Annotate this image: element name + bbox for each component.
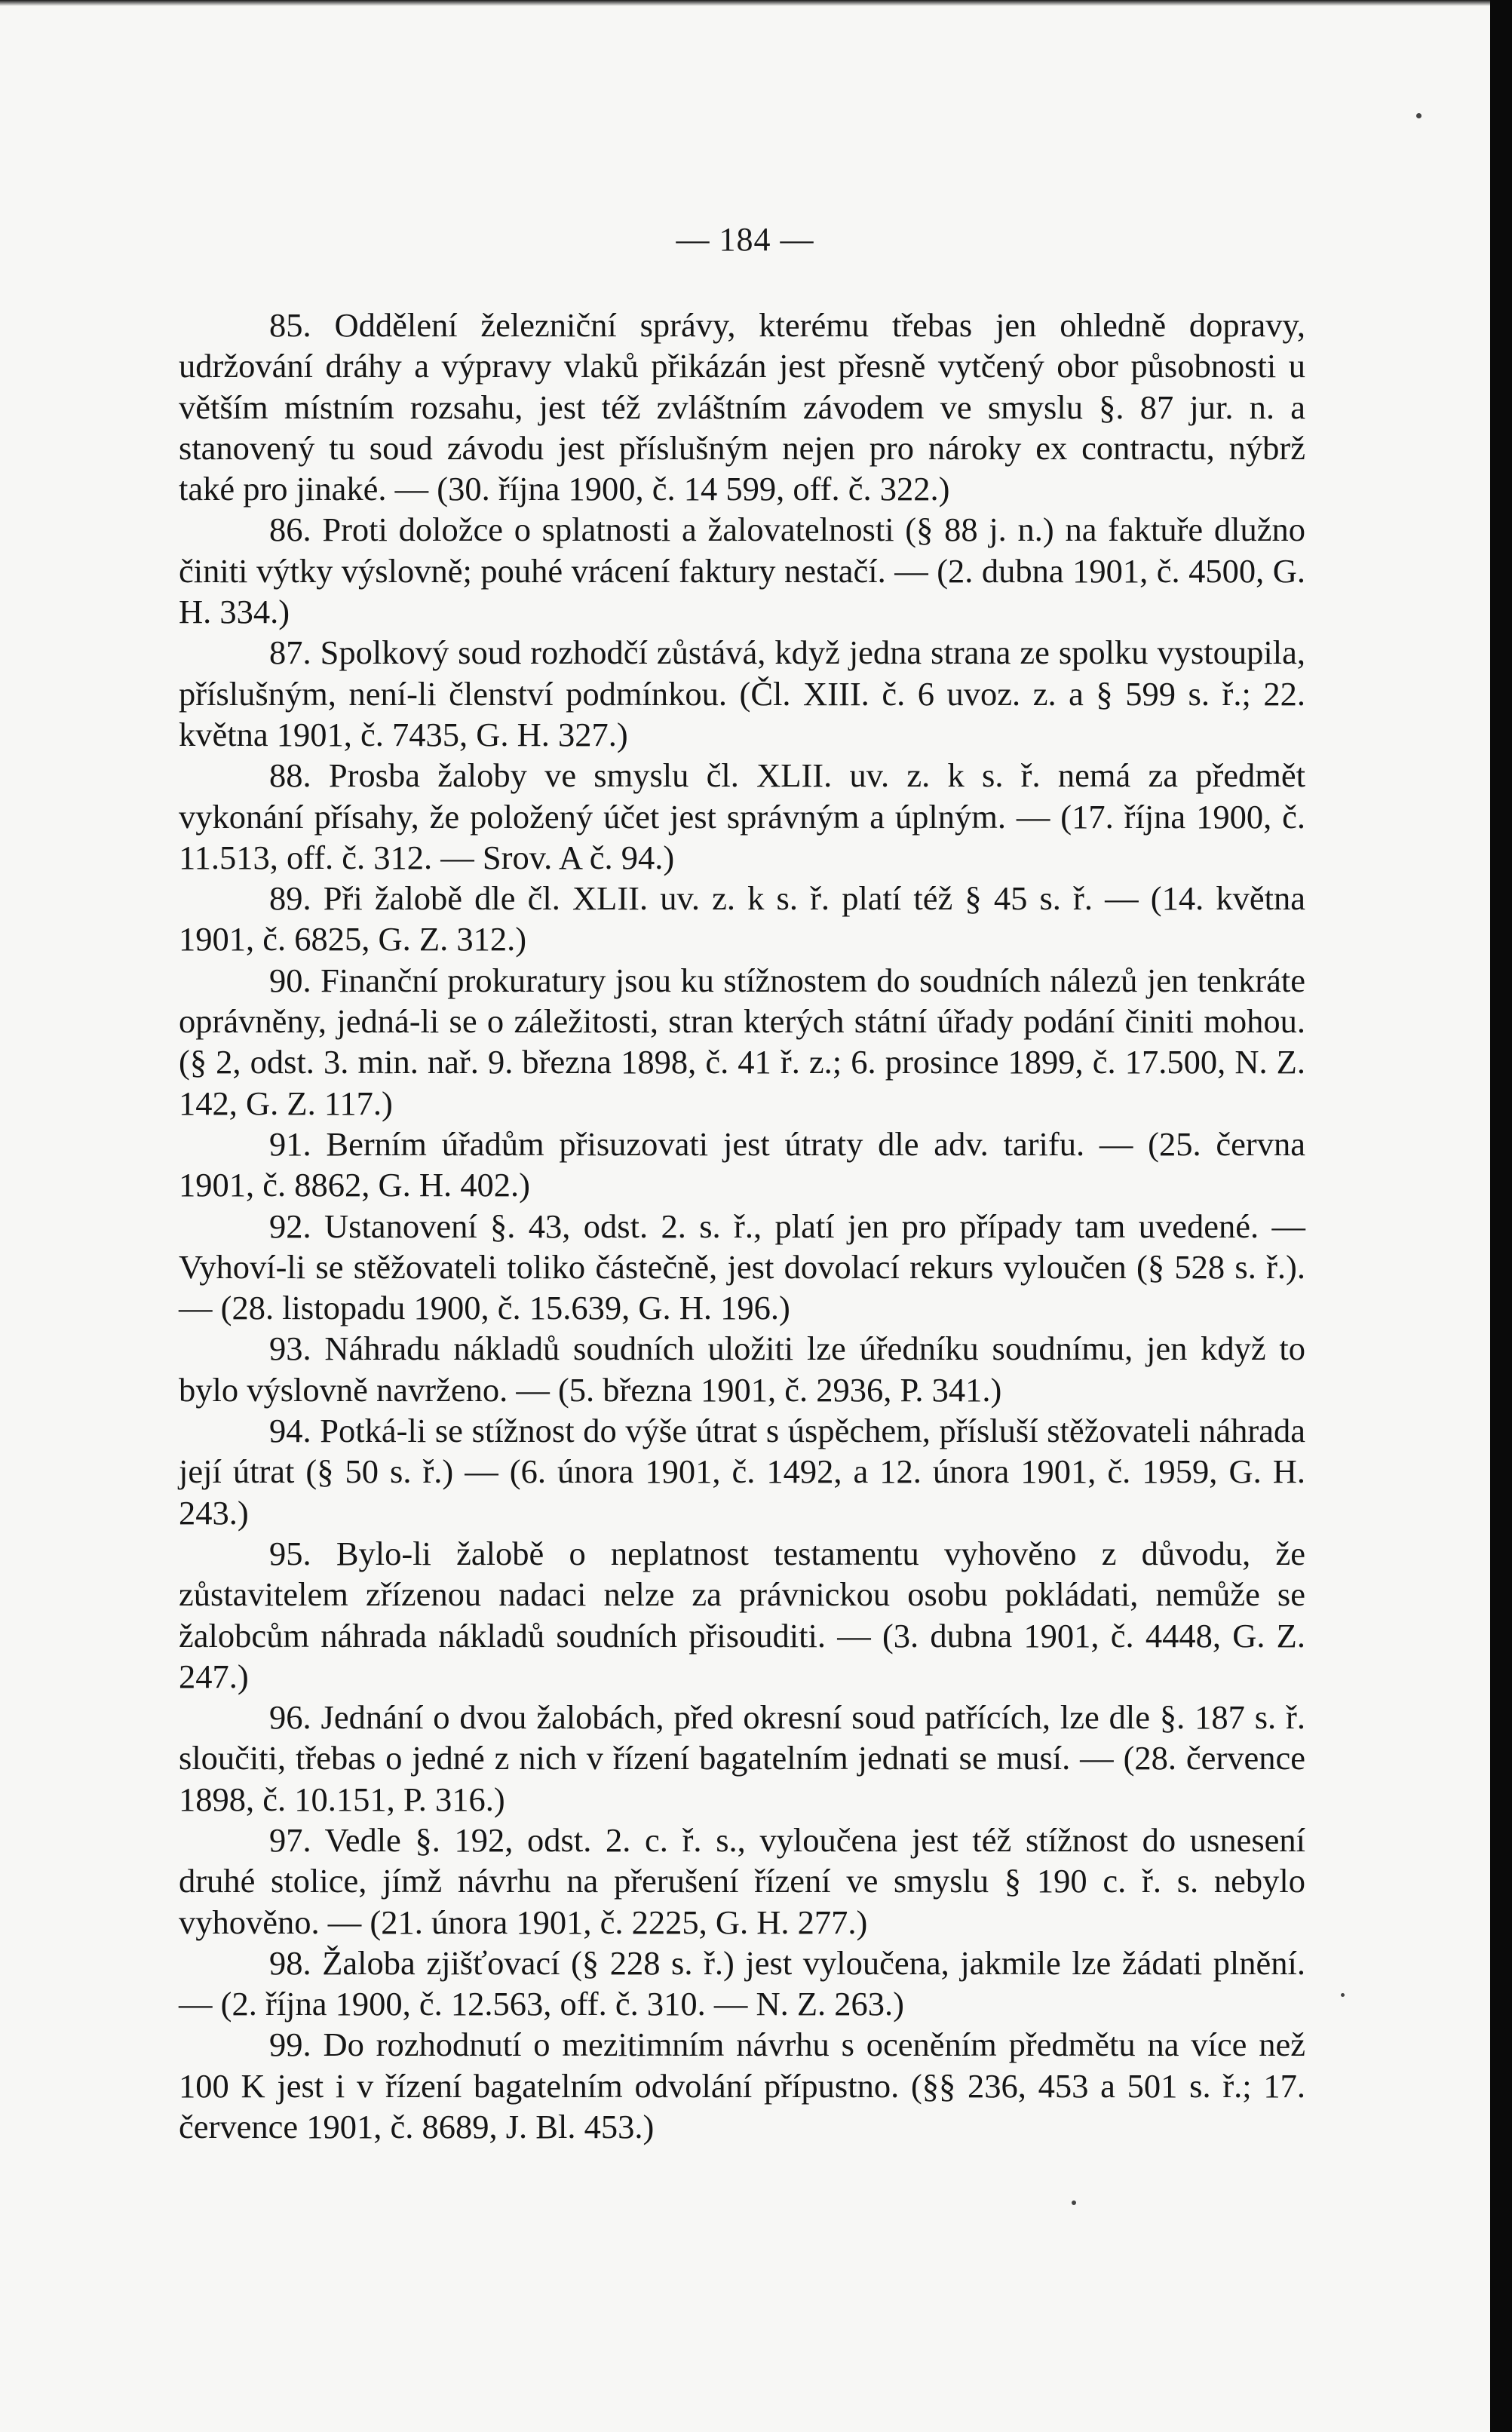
text-body	[179, 305, 1305, 2147]
paragraph-99: 99. Do rozhodnutí o mezitimním návrhu s oceněním předmětu na více než 100 K jest i v řízení bagatelním odvolání přípustno. (§§ 236, 453 a 501 s. ř.; 17. července 1901, č. 8689, J. Bl. 453.)	[179, 2026, 1305, 2146]
paragraph-86: 86. Proti doložce o splatnosti a žalovatelnosti (§ 88 j. n.) na faktuře dlužno činiti výtky výslovně; pouhé vrácení faktury nestačí. — (2. dubna 1901, č. 4500, G. H. 334.)	[179, 511, 1305, 631]
paragraph-90: 90. Finanční prokuratury jsou ku stížnostem do soudních nálezů jen tenkráte oprávněny, jedná-li se o záležitosti, stran kterých státní úřady podání činiti mohou. (§ 2, odst. 3. min. nař. 9. března 1898, č. 41 ř. z.; 6. prosince 1899, č. 17.500, N. Z. 142, G. Z. 117.)	[179, 961, 1305, 1122]
scan-speck	[1416, 113, 1422, 118]
paragraph-92: 92. Ustanovení §. 43, odst. 2. s. ř., platí jen pro případy tam uvedené. — Vyhoví-li se stěžovateli toliko částečně, jest dovolací rekurs vyloučen (§ 528 s. ř.). — (28. listopadu 1900, č. 15.639, G. H. 196.)	[179, 1207, 1305, 1327]
paragraph-98: 98. Žaloba zjišťovací (§ 228 s. ř.) jest vyloučena, jakmile lze žádati plnění. — (2. října 1900, č. 12.563, off. č. 310. — N. Z. 263.)	[179, 1943, 1305, 2023]
page-number: — 184 —	[676, 221, 814, 258]
paragraph-95: 95. Bylo-li žalobě o neplatnost testamentu vyhověno z důvodu, že zůstavitelem zřízenou nadaci nelze za právnickou osobu pokládati, nemůže se žalobcům náhrada nákladů soudních přisouditi. — (3. dubna 1901, č. 4448, G. Z. 247.)	[179, 1534, 1305, 1695]
paragraph-87: 87. Spolkový soud rozhodčí zůstává, když jedna strana ze spolku vystoupila, příslušným, není-li členství podmínkou. (Čl. XIII. č. 6 uvoz. z. a § 599 s. ř.; 22. května 1901, č. 7435, G. H. 327.)	[179, 633, 1305, 753]
scan-speck	[1072, 2200, 1076, 2205]
paragraph-91: 91. Berním úřadům přisuzovati jest útraty dle adv. tarifu. — (25. června 1901, č. 8862, G. H. 402.)	[179, 1124, 1305, 1204]
paragraph-93: 93. Náhradu nákladů soudních uložiti lze úředníku soudnímu, jen když to bylo výslovně navrženo. — (5. března 1901, č. 2936, P. 341.)	[179, 1329, 1305, 1409]
paragraph-89: 89. Při žalobě dle čl. XLII. uv. z. k s. ř. platí též § 45 s. ř. — (14. května 1901, č. 6825, G. Z. 312.)	[179, 879, 1305, 958]
paragraph-85: 85. Oddělení železniční správy, kterému třebas jen ohledně dopravy, udržování dráhy a výpravy vlaků přikázán jest přesně vytčený obor působnosti u větším místním rozsahu, jest též zvláštním závodem ve smyslu §. 87 jur. n. a stanovený tu soud závodu jest příslušným nejen pro nároky ex contractu, nýbrž také pro jinaké. — (30. října 1900, č. 14 599, off. č. 322.)	[179, 306, 1305, 508]
paragraph-97: 97. Vedle §. 192, odst. 2. c. ř. s., vyloučena jest též stížnost do usnesení druhé stolice, jímž návrhu na přerušení řízení ve smyslu § 190 c. ř. s. nebylo vyhověno. — (21. února 1901, č. 2225, G. H. 277.)	[179, 1820, 1305, 1941]
scan-top-edge	[0, 0, 1512, 6]
scan-speck	[1341, 1993, 1345, 1997]
paragraph-88: 88. Prosba žaloby ve smyslu čl. XLII. uv. z. k s. ř. nemá za předmět vykonání přísahy, že položený účet jest správným a úplným. — (17. října 1900, č. 11.513, off. č. 312. — Srov. A č. 94.)	[179, 756, 1305, 876]
paragraph-94: 94. Potká-li se stížnost do výše útrat s úspěchem, přísluší stěžovateli náhrada její útrat (§ 50 s. ř.) — (6. února 1901, č. 1492, a 12. února 1901, č. 1959, G. H. 243.)	[179, 1412, 1305, 1532]
scan-right-edge	[1490, 0, 1512, 2432]
paragraph-96: 96. Jednání o dvou žalobách, před okresní soud patřících, lze dle §. 187 s. ř. sloučiti, třebas o jedné z nich v řízení bagatelním jednati se musí. — (28. července 1898, č. 10.151, P. 316.)	[179, 1698, 1305, 1818]
